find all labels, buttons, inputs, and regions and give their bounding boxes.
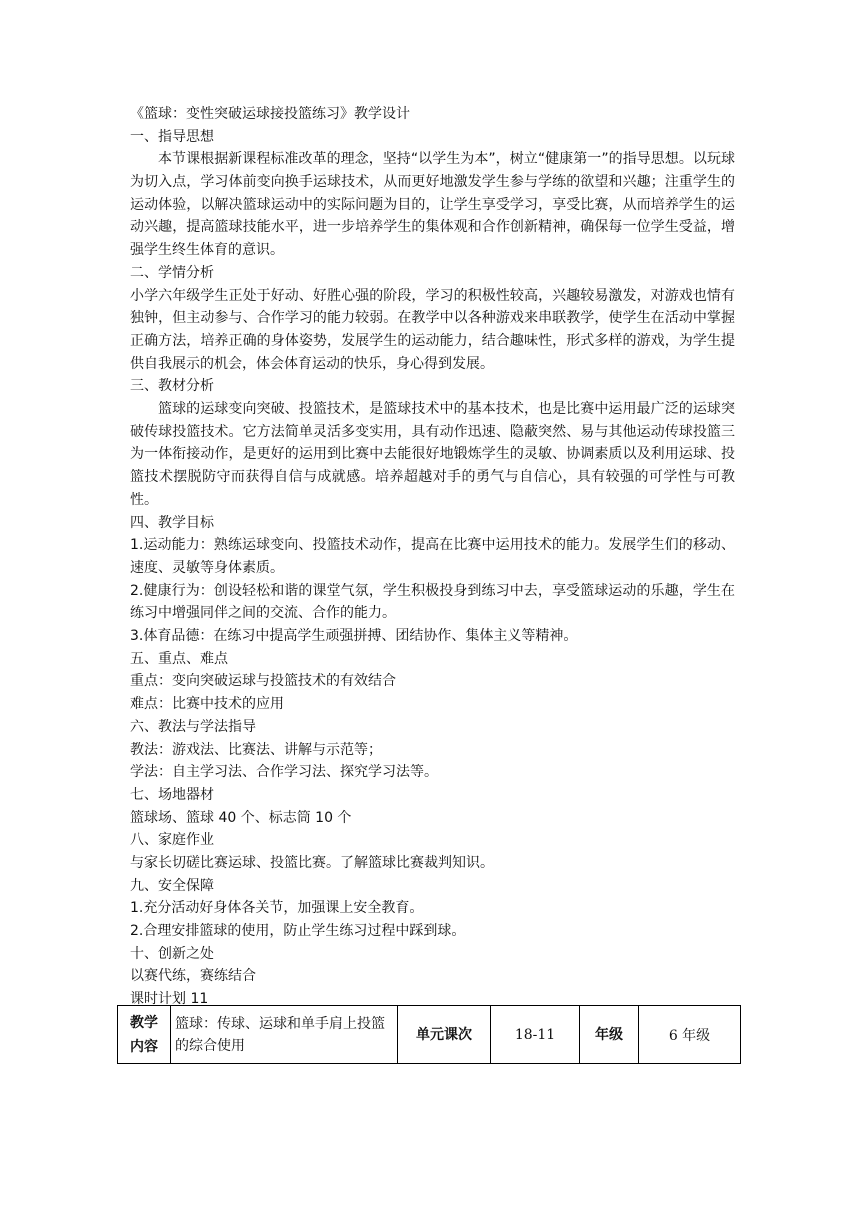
equipment-text: 篮球场、篮球 40 个、标志筒 10 个 [130,809,352,826]
unit-value-cell [491,1006,580,1064]
content-value-cell [171,1006,398,1064]
lesson-info-table [117,1005,741,1064]
document-title: 《篮球：变性突破运球接投篮练习》教学设计 [130,106,410,122]
learners-paragraph: 小学六年级学生正处于好动、好胜心强的阶段，学习的积极性较高，兴趣较易激发，对游戏也情有独钟，但主动参与、合作学习的能力较弱。在教学中以各种游戏来串联教学，使学生在活动中掌握正确方法，培养正确的身体姿势，发展学生的运动能力，结合趣味性，形式多样的游戏，为学生提供自我展示的机会，体会体育运动的快乐，身心得到发展。 [130,287,735,372]
content-label-line-1: 教学 [130,1014,158,1031]
section-heading-methods: 六、教法与学法指导 [130,718,256,735]
section-heading-material: 三、教材分析 [130,378,214,395]
objective-item: 3.体育品德：在练习中提高学生顽强拼搏、团结协作、集体主义等精神。 [130,628,578,645]
section-heading-equipment: 七、场地器材 [130,786,214,803]
section-heading-learners: 二、学情分析 [130,264,214,281]
grade-label-cell [580,1006,639,1064]
homework-text: 与家长切磋比赛运球、投篮比赛。了解篮球比赛裁判知识。 [130,854,494,871]
unit-label-cell [398,1006,491,1064]
material-paragraph: 篮球的运球变向突破、投篮技术，是篮球技术中的基本技术，也是比赛中运用最广泛的运球突破传球投篮技术。它方法简单灵活多变实用，具有动作迅速、隐蔽突然、易与其他运动传球投篮三为一体衔接动作，是更好的运用到比赛中去能很好地锻炼学生的灵敏、协调素质以及利用运球、投篮技术摆脱防守而获得自信与成就感。培养超越对手的勇气与自信心，具有较强的可学性与可教性。 [130,401,735,508]
lesson-plan-title: 课时计划 11 [130,991,209,1008]
section-heading-innovation: 十、创新之处 [130,945,214,962]
document-body [130,103,735,1011]
content-value: 篮球：传球、运球和单手肩上投篮的综合使用 [175,1015,385,1054]
section-heading-key-points: 五、重点、难点 [130,650,228,667]
grade-value-cell [639,1006,741,1064]
difficulty-point: 难点：比赛中技术的应用 [130,696,284,713]
section-heading-safety: 九、安全保障 [130,877,214,894]
unit-value: 18-11 [514,1026,556,1043]
key-point: 重点：变向突破运球与投篮技术的有效结合 [130,673,396,690]
teaching-methods: 教法：游戏法、比赛法、讲解与示范等； [130,741,382,758]
section-heading-guiding: 一、指导思想 [130,128,214,145]
grade-value: 6 年级 [668,1027,711,1044]
section-heading-objectives: 四、教学目标 [130,514,214,531]
guiding-paragraph: 本节课根据新课程标准改革的理念，坚持“以学生为本”，树立“健康第一”的指导思想。以玩球为切入点，学习体前变向换手运球技术，从而更好地激发学生参与学练的欲望和兴趣；注重学生的运动体验，以解决篮球运动中的实际问题为目的，让学生享受学习，享受比赛，从而培养学生的运动兴趣，提高篮球技能水平，进一步培养学生的集体观和合作创新精神，确保每一位学生受益，增强学生终生体育的意识。 [130,151,735,259]
innovation-text: 以赛代练，赛练结合 [130,968,256,985]
safety-item: 2.合理安排篮球的使用，防止学生练习过程中踩到球。 [130,923,466,940]
table-row [118,1006,741,1064]
unit-label: 单元课次 [416,1026,472,1043]
content-label-line-2: 内容 [130,1038,158,1055]
safety-item: 1.充分活动好身体各关节，加强课上安全教育。 [130,900,424,917]
learning-methods: 学法：自主学习法、合作学习法、探究学习法等。 [130,764,438,781]
content-label-cell [118,1006,171,1064]
grade-label: 年级 [595,1026,623,1043]
section-heading-homework: 八、家庭作业 [130,832,214,849]
objective-item: 1.运动能力：熟练运球变向、投篮技术动作，提高在比赛中运用技术的能力。发展学生们的移动、速度、灵敏等身体素质。 [130,537,735,576]
objective-item: 2.健康行为：创设轻松和谐的课堂气氛，学生积极投身到练习中去，享受篮球运动的乐趣，学生在练习中增强同伴之间的交流、合作的能力。 [130,582,735,622]
